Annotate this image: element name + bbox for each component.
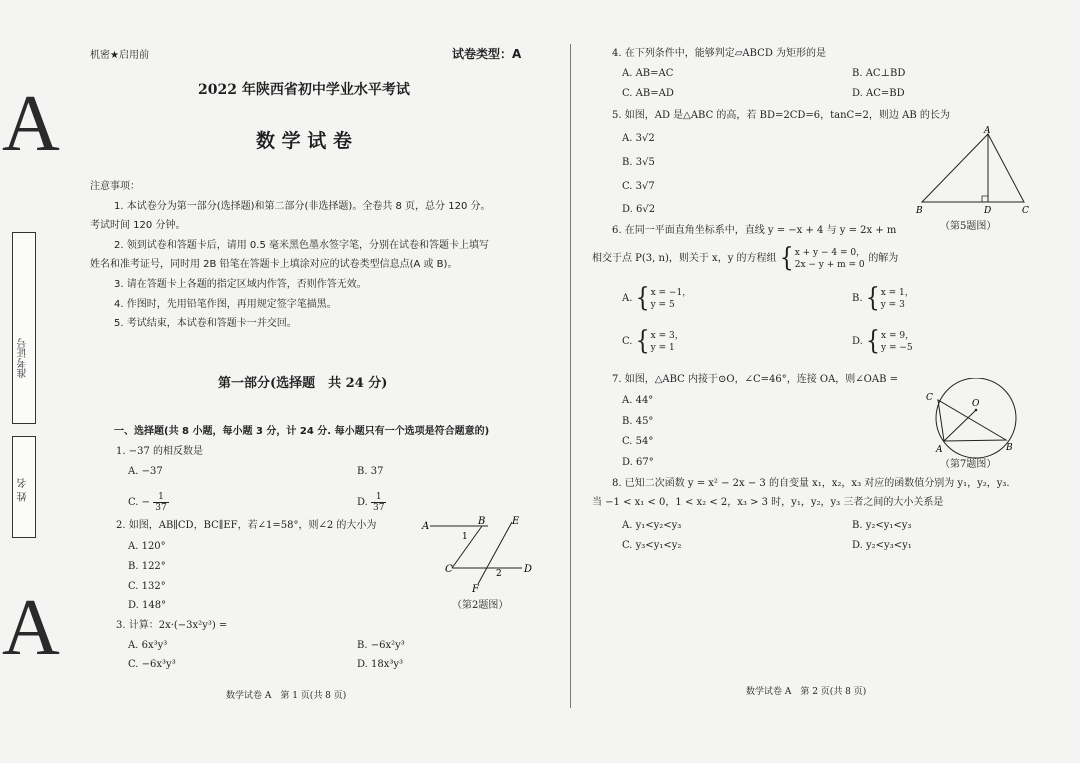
q4-option-b: B. AC⊥BD <box>852 68 906 79</box>
q2-option-b: B. 122° <box>128 561 166 572</box>
q6-b-y: y = 3 <box>880 299 905 310</box>
q5-fig-caption: （第5题图） <box>940 221 997 232</box>
q2-angle-2: 2 <box>496 569 502 579</box>
q6-eq2: 2x − y + m = 0 <box>794 259 865 270</box>
q1-option-d-prefix: D. <box>357 497 368 508</box>
note-5: 5. 考试结束，本试卷和答题卡一并交回。 <box>114 318 297 329</box>
q6-a-x: x = −1， <box>650 287 692 298</box>
q5-figure <box>912 126 1038 218</box>
q7-option-d: D. 67° <box>622 457 654 468</box>
q7-stem: 7. 如图，△ABC 内接于⊙O，∠C=46°，连接 OA，则∠OAB = <box>612 374 899 385</box>
q5-right-angle-mark <box>982 196 988 202</box>
note-1-cont: 考试时间 120 分钟。 <box>90 220 186 231</box>
q1-d-denominator: 37 <box>373 503 385 513</box>
section-heading: 一、选择题(共 8 小题，每小题 3 分，计 24 分. 每小题只有一个选项是符合题意的) <box>114 426 490 437</box>
note-2: 2. 领到试卷和答题卡后，请用 0.5 毫米黑色墨水签字笔，分别在试卷和答题卡上填写 <box>114 240 489 251</box>
q6-equation-system: { x + y − 4 = 0， 2x − y + m = 0 <box>779 242 866 273</box>
q2-option-d: D. 148° <box>128 600 167 611</box>
q7-label-a: A <box>936 445 943 455</box>
q1-option-b: B. 37 <box>357 466 384 477</box>
q7-option-b: B. 45° <box>622 416 654 427</box>
q6-a-y: y = 5 <box>650 299 675 310</box>
paper-type: 试卷类型：A <box>452 47 522 61</box>
subject-title: 数 学 试 卷 <box>256 130 352 152</box>
q4-stem: 4. 在下列条件中，能够判定▱ABCD 为矩形的是 <box>612 48 827 59</box>
q6-a-label: A. <box>622 293 633 304</box>
q4-option-a: A. AB=AC <box>622 68 674 79</box>
q7-label-c: C <box>926 393 933 403</box>
q2-option-c: C. 132° <box>128 581 166 592</box>
q1-option-c-prefix: C. − <box>128 497 151 508</box>
q6-c-x: x = 3， <box>650 330 684 341</box>
q1-c-denominator: 37 <box>155 503 167 513</box>
q2-figure <box>418 512 548 602</box>
part1-heading: 第一部分(选择题 共 24 分) <box>218 376 388 391</box>
q1-c-numerator: 1 <box>153 492 168 503</box>
q4-option-c: C. AB=AD <box>622 88 674 99</box>
q6-option-c: C. { x = 3， y = 1 <box>622 325 684 356</box>
q3-stem: 3. 计算：2x·(−3x²y³) = <box>116 620 228 631</box>
note-4: 4. 作图时，先用铅笔作图，再用规定签字笔描黑。 <box>114 299 337 310</box>
q2-label-e: E <box>512 516 520 527</box>
q6-d-label: D. <box>852 336 863 347</box>
q1-d-numerator: 1 <box>371 492 386 503</box>
q5-option-d: D. 6√2 <box>622 204 656 215</box>
q1-option-d-fraction <box>371 492 386 513</box>
q8-stem-line2: 当 −1 < x₁ < 0，1 < x₂ < 2，x₃ > 3 时，y₁，y₂，y₃ 三者之间的大小关系是 <box>592 497 944 508</box>
q1-option-d <box>357 488 386 518</box>
name-label: 姓 名 <box>18 478 29 502</box>
confidential-label: 机密★启用前 <box>90 50 149 61</box>
q8-option-a: A. y₁<y₂<y₃ <box>622 520 682 531</box>
q8-option-d: D. y₂<y₃<y₁ <box>852 540 912 551</box>
q2-label-d: D <box>524 564 533 575</box>
paper-type-letter-bottom: A <box>2 584 60 672</box>
q7-option-a: A. 44° <box>622 395 654 406</box>
note-3: 3. 请在答题卡上各题的指定区域内作答，否则作答无效。 <box>114 279 367 290</box>
q5-label-a: A <box>984 126 991 136</box>
q7-option-c: C. 54° <box>622 436 654 447</box>
q4-option-d: D. AC=BD <box>852 88 905 99</box>
q5-option-c: C. 3√7 <box>622 181 655 192</box>
q5-option-a: A. 3√2 <box>622 133 655 144</box>
q8-option-b: B. y₂<y₁<y₃ <box>852 520 912 531</box>
q7-label-o: O <box>972 399 980 409</box>
q2-label-a: A <box>422 521 430 532</box>
q7-fig-caption: （第7题图） <box>940 459 997 470</box>
q6-d-y: y = −5 <box>881 342 913 353</box>
q3-option-b: B. −6x²y³ <box>357 640 405 651</box>
q7-circle <box>936 378 1016 458</box>
q7-figure <box>924 378 1050 460</box>
q1-option-c-fraction <box>153 492 168 513</box>
q5-stem: 5. 如图，AD 是△ABC 的高，若 BD=2CD=6，tanC=2，则边 AB 的长为 <box>612 110 950 121</box>
q6-stem: 6. 在同一平面直角坐标系中，直线 y = −x + 4 与 y = 2x + m <box>612 225 897 236</box>
q1-option-a: A. −37 <box>128 466 163 477</box>
q7-center-point <box>975 409 978 412</box>
admission-number-box[interactable] <box>12 232 36 424</box>
page1-footer: 数学试卷 A 第 1 页(共 8 页) <box>226 691 347 701</box>
q6-c-y: y = 1 <box>650 342 675 353</box>
q6-b-x: x = 1， <box>880 287 914 298</box>
q5-option-b: B. 3√5 <box>622 157 655 168</box>
q6-eq1: x + y − 4 = 0， <box>794 247 866 258</box>
q2-label-f: F <box>472 584 479 595</box>
page2-footer: 数学试卷 A 第 2 页(共 8 页) <box>746 687 867 697</box>
page-divider <box>570 44 571 708</box>
q8-stem-line1: 8. 已知二次函数 y = x² − 2x − 3 的自变量 x₁，x₂，x₃ 对应的函数值分别为 y₁，y₂，y₃. <box>612 478 1010 489</box>
paper-type-letter-top: A <box>2 80 60 168</box>
q2-angle-1: 1 <box>462 532 468 542</box>
q7-line-oa <box>944 410 976 441</box>
note-2-cont: 姓名和准考证号，同时用 2B 铅笔在答题卡上填涂对应的试卷类型信息点(A 或 B)。 <box>90 259 458 270</box>
admission-number-label: 准考证号 <box>18 338 29 378</box>
q1-option-c <box>128 488 169 518</box>
q6-line2-prefix: 相交于点 P(3, n)，则关于 x，y 的方程组 <box>592 253 777 264</box>
q2-line-ef <box>478 522 512 584</box>
q5-label-d: D <box>984 206 992 216</box>
q7-label-b: B <box>1006 443 1013 453</box>
q3-option-d: D. 18x³y³ <box>357 659 404 670</box>
q6-c-label: C. <box>622 336 633 347</box>
q5-label-b: B <box>916 206 923 216</box>
q5-triangle <box>922 134 1024 202</box>
notes-heading: 注意事项： <box>90 181 140 192</box>
q6-option-d: D. { x = 9， y = −5 <box>852 325 915 356</box>
q6-stem-line2 <box>592 244 898 274</box>
q3-option-c: C. −6x³y³ <box>128 659 176 670</box>
q2-label-b: B <box>478 516 486 527</box>
q6-d-x: x = 9， <box>881 330 915 341</box>
exam-title: 2022 年陕西省初中学业水平考试 <box>198 82 410 98</box>
note-1: 1. 本试卷分为第一部分(选择题)和第二部分(非选择题)。全卷共 8 页，总分 120 分。 <box>114 201 491 212</box>
q3-option-a: A. 6x³y³ <box>128 640 168 651</box>
q2-stem: 2. 如图，AB∥CD，BC∥EF，若∠1=58°，则∠2 的大小为 <box>116 520 377 531</box>
q6-line2-suffix: 的解为 <box>868 253 899 264</box>
q6-b-label: B. <box>852 293 863 304</box>
q6-option-a: A. { x = −1， y = 5 <box>622 282 692 313</box>
q8-option-c: C. y₃<y₁<y₂ <box>622 540 682 551</box>
q2-option-a: A. 120° <box>128 541 166 552</box>
q1-stem: 1. −37 的相反数是 <box>116 446 204 457</box>
q2-label-c: C <box>445 564 453 575</box>
q2-fig-caption: （第2题图） <box>452 600 509 611</box>
q6-option-b: B. { x = 1， y = 3 <box>852 282 914 313</box>
q5-label-c: C <box>1022 206 1029 216</box>
